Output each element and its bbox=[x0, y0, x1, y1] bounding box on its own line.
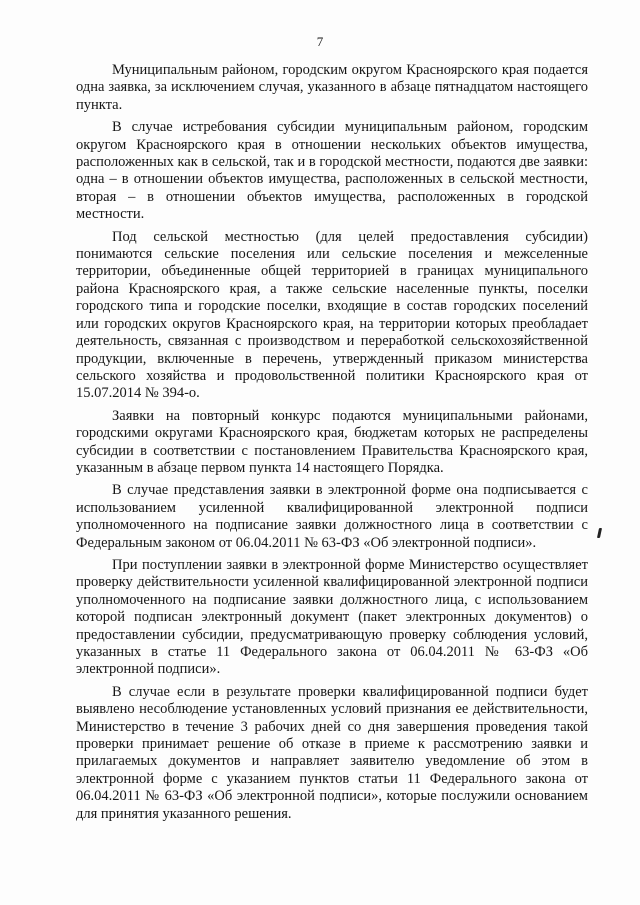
scan-mark bbox=[597, 528, 602, 538]
paragraph-two-applications: В случае истребования субсидии муниципальным районом, городским округом Красноярского края в отношении нескольких объектов имущества, расположенных как в сельской, так и в городской местности, подаются две заявки: одна – в отношении объектов имущества, расположенных в сельской местности, вторая – в отношении объектов имущества, расположенных в городской местности. bbox=[76, 119, 588, 223]
paragraph-repeat-contest: Заявки на повторный конкурс подаются муниципальными районами, городскими округами Красноярского края, бюджетам которых не распределены субсидии в соответствии с постановлением Правительства Красноярского края, указанным в абзаце первом пункта 14 настоящего Порядка. bbox=[76, 407, 588, 476]
paragraph-signature-check: При поступлении заявки в электронной форме Министерство осуществляет проверку действительности усиленной квалифицированной электронной подписи уполномоченного на подписание заявки должностного лица, с использованием которой подписан электронный документ (пакет электронных документов) о предоставлении субсидии, предусматривающую проверку соблюдения условий, указанных в статье 11 Федерального закона от 06.04.2011 № 63-ФЗ «Об электронной подписи». bbox=[76, 556, 588, 678]
document-body bbox=[76, 62, 588, 828]
paragraph-submission-count: Муниципальным районом, городским округом Красноярского края подается одна заявка, за исключением случая, указанного в абзаце пятнадцатом настоящего пункта. bbox=[76, 62, 588, 113]
paragraph-electronic-signature: В случае представления заявки в электронной форме она подписывается с использованием усиленной квалифицированной электронной подписи уполномоченного на подписание заявки должностного лица в соответствии с Федеральным законом от 06.04.2011 № 63-ФЗ «Об электронной подписи». bbox=[76, 482, 588, 551]
page-number: 7 bbox=[316, 34, 324, 49]
paragraph-refusal-notice: В случае если в результате проверки квалифицированной подписи будет выявлено несоблюдение установленных условий признания ее действительности, Министерство в течение 3 рабочих дней со дня завершения проведения такой проверки принимает решение об отказе в приеме к рассмотрению заявки и прилагаемых документов и направляет заявителю уведомление об этом в электронной форме с указанием пунктов статьи 11 Федерального закона от 06.04.2011 № 63-ФЗ «Об электронной подписи», которые послужили основанием для принятия указанного решения. bbox=[76, 683, 588, 822]
paragraph-rural-definition: Под сельской местностью (для целей предоставления субсидии) понимаются сельские поселения или сельские поселения и межселенные территории, объединенные общей территорией в границах муниципального района Красноярского края, а также сельские населенные пункты, поселки городского типа и городские поселки, входящие в состав городских поселений или городских округов Красноярского края, на территории которых преобладает деятельность, связанная с производством и переработкой сельскохозяйственной продукции, включенные в перечень, утвержденный приказом министерства сельского хозяйства и продовольственной политики Красноярского края от 15.07.2014 № 394-о. bbox=[76, 228, 588, 402]
